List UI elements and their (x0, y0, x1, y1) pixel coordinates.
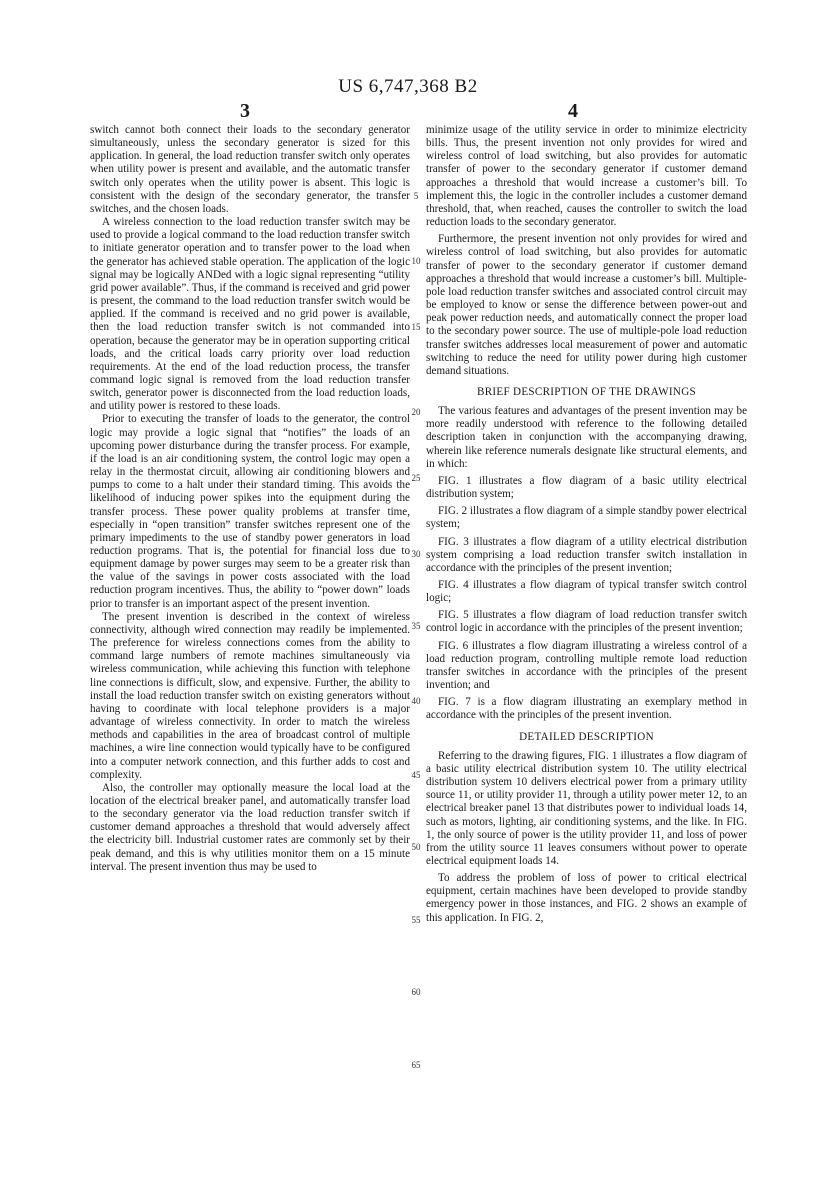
figure-description: FIG. 5 illustrates a flow diagram of load reduction transfer switch control logic in accordance with the principles of the present invention; (426, 609, 747, 635)
figure-description: FIG. 2 illustrates a flow diagram of a simple standby power electrical system; (426, 505, 747, 531)
paragraph: Prior to executing the transfer of loads to the generator, the control logic may provide a logic signal that “notifies” the loads of an upcoming power disturbance during the transfer process. For example, if the load is an air conditioning system, the control logic may open a relay in the thermostat circuit, allowing air conditioning blowers and pumps to come to a halt under their standard timing. This avoids the likelihood of inducing power spikes into the equipment during the transfer process. These power quality problems at transfer time, especially in “open transition” transfer switches represent one of the primary impediments to the use of standby power generators in load reduction programs. That is, the potential for financial loss due to equipment damage by power surges may seem to be a greater risk than the value of the savings in power costs associated with the load reduction program incentives. Thus, the ability to “power down” loads prior to transfer is an important aspect of the present invention. (90, 413, 410, 610)
paragraph: Referring to the drawing figures, FIG. 1 illustrates a flow diagram of a basic utility electrical distribution system 10. The utility electrical distribution system 10 delivers electrical power from a primary utility source 11, or utility provider 11, through a utility power meter 12, to an electrical breaker panel 13 that distributes power to individual loads 14, such as motors, lighting, air conditioning systems, and the like. In FIG. 1, the only source of power is the utility provider 11, and loss of power from the utility source 11 leaves consumers without power to operate electrical equipment loads 14. (426, 749, 747, 867)
line-number: 15 (411, 322, 421, 332)
paragraph: The various features and advantages of the present invention may be more readily understood with reference to the following detailed description taken in conjunction with the accompanying drawing, wherein like reference numerals designate like structural elements, and in which: (426, 405, 747, 470)
line-number: 10 (411, 256, 421, 266)
line-number: 25 (411, 473, 421, 483)
line-number: 40 (411, 696, 421, 706)
left-text-column (90, 124, 410, 874)
left-column-number: 3 (240, 100, 250, 122)
figure-description: FIG. 6 illustrates a flow diagram illustrating a wireless control of a load reduction program, controlling multiple remote load reduction transfer switches in accordance with the principles of the present invention; and (426, 639, 747, 692)
section-heading-drawings: BRIEF DESCRIPTION OF THE DRAWINGS (477, 385, 696, 398)
right-column-number: 4 (568, 100, 578, 122)
paragraph: Also, the controller may optionally measure the local load at the location of the electrical breaker panel, and automatically transfer load to the secondary generator via the load reduction transfer switch if customer demand approaches a threshold that would adversely affect the electricity bill. Industrial customer rates are commonly set by their peak demand, and this is why utilities monitor them on a 15 minute interval. The present invention thus may be used to (90, 781, 410, 873)
patent-number: US 6,747,368 B2 (338, 76, 478, 97)
paragraph: Furthermore, the present invention not only provides for wired and wireless control of load switching, but also provides for automatic transfer of power to the secondary generator if customer demand approaches a threshold that would increase a customer’s bill. Multiple-pole load reduction transfer switches and associated control circuit may be employed to know or sense the difference between power-out and peak power reduction needs, and automatically connect the proper load to the secondary power source. The use of multiple-pole load reduction transfer switches addresses local measurement of power and automatic switching to reduce the need for utility power during high customer demand situations. (426, 233, 747, 377)
section-heading-detailed: DETAILED DESCRIPTION (519, 730, 654, 743)
line-number: 50 (411, 842, 421, 852)
line-number: 30 (411, 549, 421, 559)
right-text-column (426, 124, 747, 925)
paragraph: switch cannot both connect their loads to the secondary generator simultaneously, unless the secondary generator is sized for this application. In general, the load reduction transfer switch only operates when utility power is present and available, and the automatic transfer switch only operates when the utility power is absent. This logic is consistent with the design of the secondary generator, the transfer switches, and the chosen loads. (90, 124, 410, 215)
line-number: 20 (411, 407, 421, 417)
line-number: 65 (411, 1060, 421, 1070)
paragraph: To address the problem of loss of power to critical electrical equipment, certain machines have been developed to provide standby emergency power in those instances, and FIG. 2 shows an example of this application. In FIG. 2, (426, 872, 747, 924)
line-number: 35 (411, 621, 421, 631)
paragraph: The present invention is described in the context of wireless connectivity, although wired connection may readily be implemented. The preference for wireless connections comes from the ability to command large numbers of remote machines simultaneously via wireless communication, while achieving this function with telephone line connections is difficult, slow, and expensive. Further, the ability to install the load reduction transfer switch on existing generators without having to coordinate with local telephone providers is a major advantage of wireless connectivity. In order to match the wireless methods and capabilities in the area of broadcast control of multiple machines, a wire line connection would typically have to be configured into a computer network connection, and this further adds to cost and complexity. (90, 610, 410, 781)
figure-description: FIG. 4 illustrates a flow diagram of typical transfer switch control logic; (426, 579, 747, 605)
line-number: 5 (413, 191, 419, 201)
paragraph: A wireless connection to the load reduction transfer switch may be used to provide a logical command to the load reduction transfer switch to initiate generator operation and to transfer power to the load when the generator has achieved stable operation. The application of the logic signal may be logically ANDed with a logic signal representing “utility grid power available”. Thus, if the command is received and grid power is present, the command to the load reduction transfer switch would be applied. If the command is received and no grid power is available, then the load reduction transfer switch is not commanded into operation, because the generator may be in operation supporting critical loads, and the critical loads carry priority over load reduction requirements. At the end of the load reduction process, the transfer command logic signal is removed from the load reduction transfer switch, generator power is disconnected from the load reduction loads, and utility power is restored to these loads. (90, 216, 410, 413)
line-number: 45 (411, 770, 421, 780)
figure-description: FIG. 1 illustrates a flow diagram of a basic utility electrical distribution system; (426, 474, 747, 501)
figure-description: FIG. 7 is a flow diagram illustrating an exemplary method in accordance with the principles of the present invention. (426, 696, 747, 722)
figure-description: FIG. 3 illustrates a flow diagram of a utility electrical distribution system comprising a load reduction transfer switch installation in accordance with the principles of the present invention; (426, 535, 747, 574)
line-number: 55 (411, 915, 421, 925)
line-number: 60 (411, 987, 421, 997)
paragraph: minimize usage of the utility service in order to minimize electricity bills. Thus, the present invention not only provides for wired and wireless control of load switching, but also provides for automatic transfer of power to the secondary generator if customer demand approaches a threshold that would increase a customer’s bill. To implement this, the logic in the controller includes a customer demand threshold, that, when reached, causes the controller to switch the load reduction loads to the secondary generator. (426, 124, 747, 229)
